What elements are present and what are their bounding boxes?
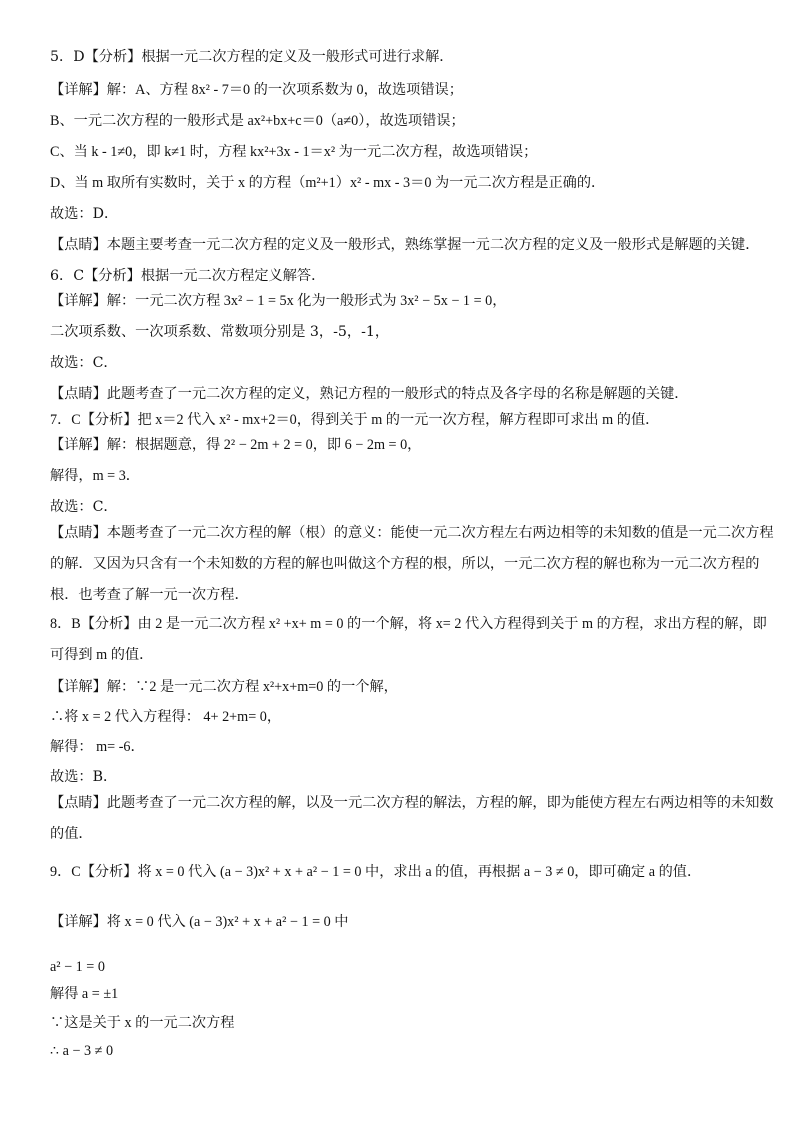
text-line: C、当 k - 1≠0，即 k≠1 时，方程 kx²+3x - 1＝x² 为一元二次方程，故选项错误； xyxy=(50,144,538,160)
text-line: 【详解】解：∵2 是一元二次方程 x²+x+m=0 的一个解， xyxy=(50,679,398,695)
text-line: 【详解】解：根据题意，得 2² − 2m + 2 = 0，即 6 − 2m = 0， xyxy=(50,437,422,453)
text-line: 【详解】解：A、方程 8x² - 7＝0 的一次项系数为 0，故选项错误； xyxy=(50,82,463,98)
text-line: 5．D【分析】根据一元二次方程的定义及一般形式可进行求解． xyxy=(50,49,454,65)
text-line: 7．C【分析】把 x＝2 代入 x² - mx+2＝0，得到关于 m 的一元一次方程，解方程即可求出 m 的值． xyxy=(50,412,660,428)
text-paragraph: 【点睛】此题考查了一元二次方程的解，以及一元二次方程的解法，方程的解，即为能使方程左右两边相等的未知数的值． xyxy=(50,795,774,842)
text-line: 【点睛】本题主要考查一元二次方程的定义及一般形式，熟练掌握一元二次方程的定义及一般形式是解题的关键． xyxy=(50,237,760,253)
text-paragraph: 8．B【分析】由 2 是一元二次方程 x² +x+ m = 0 的一个解，将 x= 2 代入方程得到关于 m 的方程，求出方程的解，即可得到 m 的值． xyxy=(50,616,767,663)
text-line: 故选：D． xyxy=(50,206,119,222)
text-line: D、当 m 取所有实数时，关于 x 的方程（m²+1）x² - mx - 3＝0 为一元二次方程是正确的． xyxy=(50,175,606,191)
text-line: 故选：C． xyxy=(50,355,118,371)
text-line: 【点睛】此题考查了一元二次方程的定义，熟记方程的一般形式的特点及各字母的名称是解题的关键． xyxy=(50,386,689,402)
text-line: 故选：B． xyxy=(50,769,118,785)
text-line: a² − 1 = 0 xyxy=(50,959,105,975)
text-line: 【详解】解：一元二次方程 3x² − 1 = 5x 化为一般形式为 3x² − 5x − 1 = 0， xyxy=(50,293,507,309)
text-line: 解得 a = ±1 xyxy=(50,986,119,1002)
text-line: 6．C【分析】根据一元二次方程定义解答． xyxy=(50,268,326,284)
text-paragraph: 【点睛】本题考查了一元二次方程的解（根）的意义：能使一元二次方程左右两边相等的未知数的值是一元二次方程的解．又因为只含有一个未知数的方程的解也叫做这个方程的根，所以，一元二次方程的解也称为一元二次方程的根．也考查了解一元一次方程． xyxy=(50,525,774,603)
text-line: ∴ a − 3 ≠ 0 xyxy=(50,1043,114,1059)
text-line: ∴将 x = 2 代入方程得： 4+ 2+m= 0， xyxy=(50,709,282,725)
text-line: 9．C【分析】将 x = 0 代入 (a − 3)x² + x + a² − 1 = 0 中，求出 a 的值，再根据 a − 3 ≠ 0，即可确定 a 的值． xyxy=(50,864,702,880)
text-line: 解得： m= -6． xyxy=(50,739,145,755)
text-line: 故选：C． xyxy=(50,499,118,515)
text-line: 解得，m = 3． xyxy=(50,468,140,484)
text-line: 二次项系数、一次项系数、常数项分别是 3，-5，-1， xyxy=(50,324,390,340)
text-line: B、一元二次方程的一般形式是 ax²+bx+c＝0（a≠0），故选项错误； xyxy=(50,113,465,129)
text-line: 【详解】将 x = 0 代入 (a − 3)x² + x + a² − 1 = 0 中 xyxy=(50,914,349,930)
text-line: ∵这是关于 x 的一元二次方程 xyxy=(50,1015,235,1031)
